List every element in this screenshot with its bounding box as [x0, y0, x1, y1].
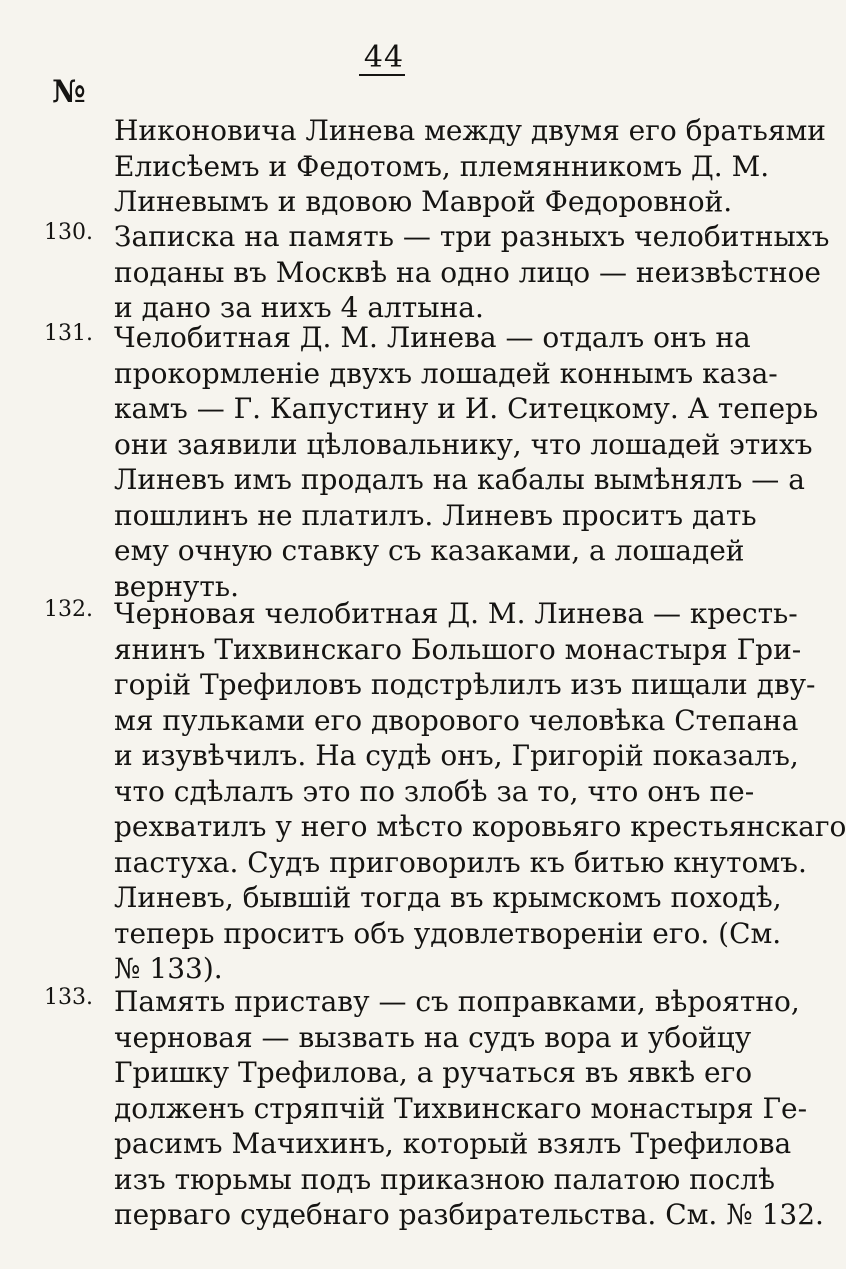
entry-text	[114, 984, 824, 1233]
text-line: Линевъ, бывшій тогда въ крымскомъ походѣ,	[114, 881, 782, 914]
text-line: Записка на память — три разныхъ челобитныхъ	[114, 220, 830, 253]
text-line: прокормленіе двухъ лошадей коннымъ каза-	[114, 356, 778, 390]
text-line: долженъ стряпчій Тихвинскаго монастыря Ге-	[114, 1091, 808, 1125]
text-line: янинъ Тихвинскаго Большого монастыря Гри-	[114, 632, 802, 666]
text-line: Гришку Трефилова, а ручаться въ явкѣ его	[114, 1056, 753, 1089]
text-line: теперь проситъ объ удовлетвореніи его. (См.	[114, 916, 782, 950]
text-line: Память приставу — съ поправками, вѣроятно,	[114, 985, 800, 1018]
entry-132	[44, 596, 846, 987]
entry-text	[114, 320, 819, 604]
entry-number: 133.	[44, 985, 93, 1010]
text-line: Челобитная Д. М. Линева — отдалъ онъ на	[114, 321, 751, 354]
entry-text	[114, 113, 826, 220]
text-line: Елисѣемъ и Федотомъ, племянникомъ Д. М.	[114, 149, 770, 183]
entry-number: 132.	[44, 597, 93, 622]
text-line: мя пульками его дворового человѣка Степана	[114, 703, 799, 737]
text-line: изъ тюрьмы подъ приказною палатою послѣ	[114, 1162, 775, 1196]
text-line: № 133).	[114, 952, 223, 985]
entry-number: 130.	[44, 220, 93, 245]
text-line: горій Трефиловъ подстрѣлилъ изъ пищали дву-	[114, 668, 816, 701]
text-line: Черновая челобитная Д. М. Линева — кресть-	[114, 597, 798, 630]
text-line: черновая — вызвать на судъ вора и убойцу	[114, 1020, 752, 1054]
text-line: они заявили цѣловальнику, что лошадей этихъ	[114, 427, 813, 461]
text-line: и дано за нихъ 4 алтына.	[114, 291, 484, 324]
text-line: пастуха. Судъ приговорилъ къ битью кнутомъ.	[114, 845, 807, 879]
text-line: Линевъ имъ продалъ на кабалы вымѣнялъ — а	[114, 463, 805, 496]
entry-133	[44, 984, 824, 1233]
text-line: вернуть.	[114, 569, 240, 603]
text-line: поданы въ Москвѣ на одно лицо — неизвѣстное	[114, 255, 821, 289]
entry-131	[44, 320, 819, 604]
page-number-underline	[359, 74, 405, 76]
text-line: ему очную ставку съ казаками, а лошадей	[114, 534, 745, 567]
text-line: расимъ Мачихинъ, который взялъ Трефилова	[114, 1127, 792, 1160]
text-line: Никоновича Линева между двумя его братьями	[114, 114, 826, 147]
entry-text	[114, 219, 830, 326]
entry-text	[114, 596, 846, 987]
entry-continuation	[44, 113, 826, 220]
text-line: пошлинъ не платилъ. Линевъ проситъ дать	[114, 498, 757, 532]
number-column-heading: №	[52, 74, 86, 110]
entry-130	[44, 219, 830, 326]
entry-number: 131.	[44, 321, 93, 346]
page-number: 44	[363, 40, 405, 75]
text-line: перваго судебнаго разбирательства. См. № 132.	[114, 1198, 824, 1231]
text-line: что сдѣлалъ это по злобѣ за то, что онъ пе-	[114, 774, 755, 808]
text-line: и изувѣчилъ. На судѣ онъ, Григорій показалъ,	[114, 739, 799, 772]
text-line: Линевымъ и вдовою Маврой Федоровной.	[114, 185, 733, 218]
text-line: камъ — Г. Капустину и И. Ситецкому. А теперь	[114, 392, 819, 425]
text-line: рехватилъ у него мѣсто коровьяго крестьянскаго	[114, 810, 846, 843]
